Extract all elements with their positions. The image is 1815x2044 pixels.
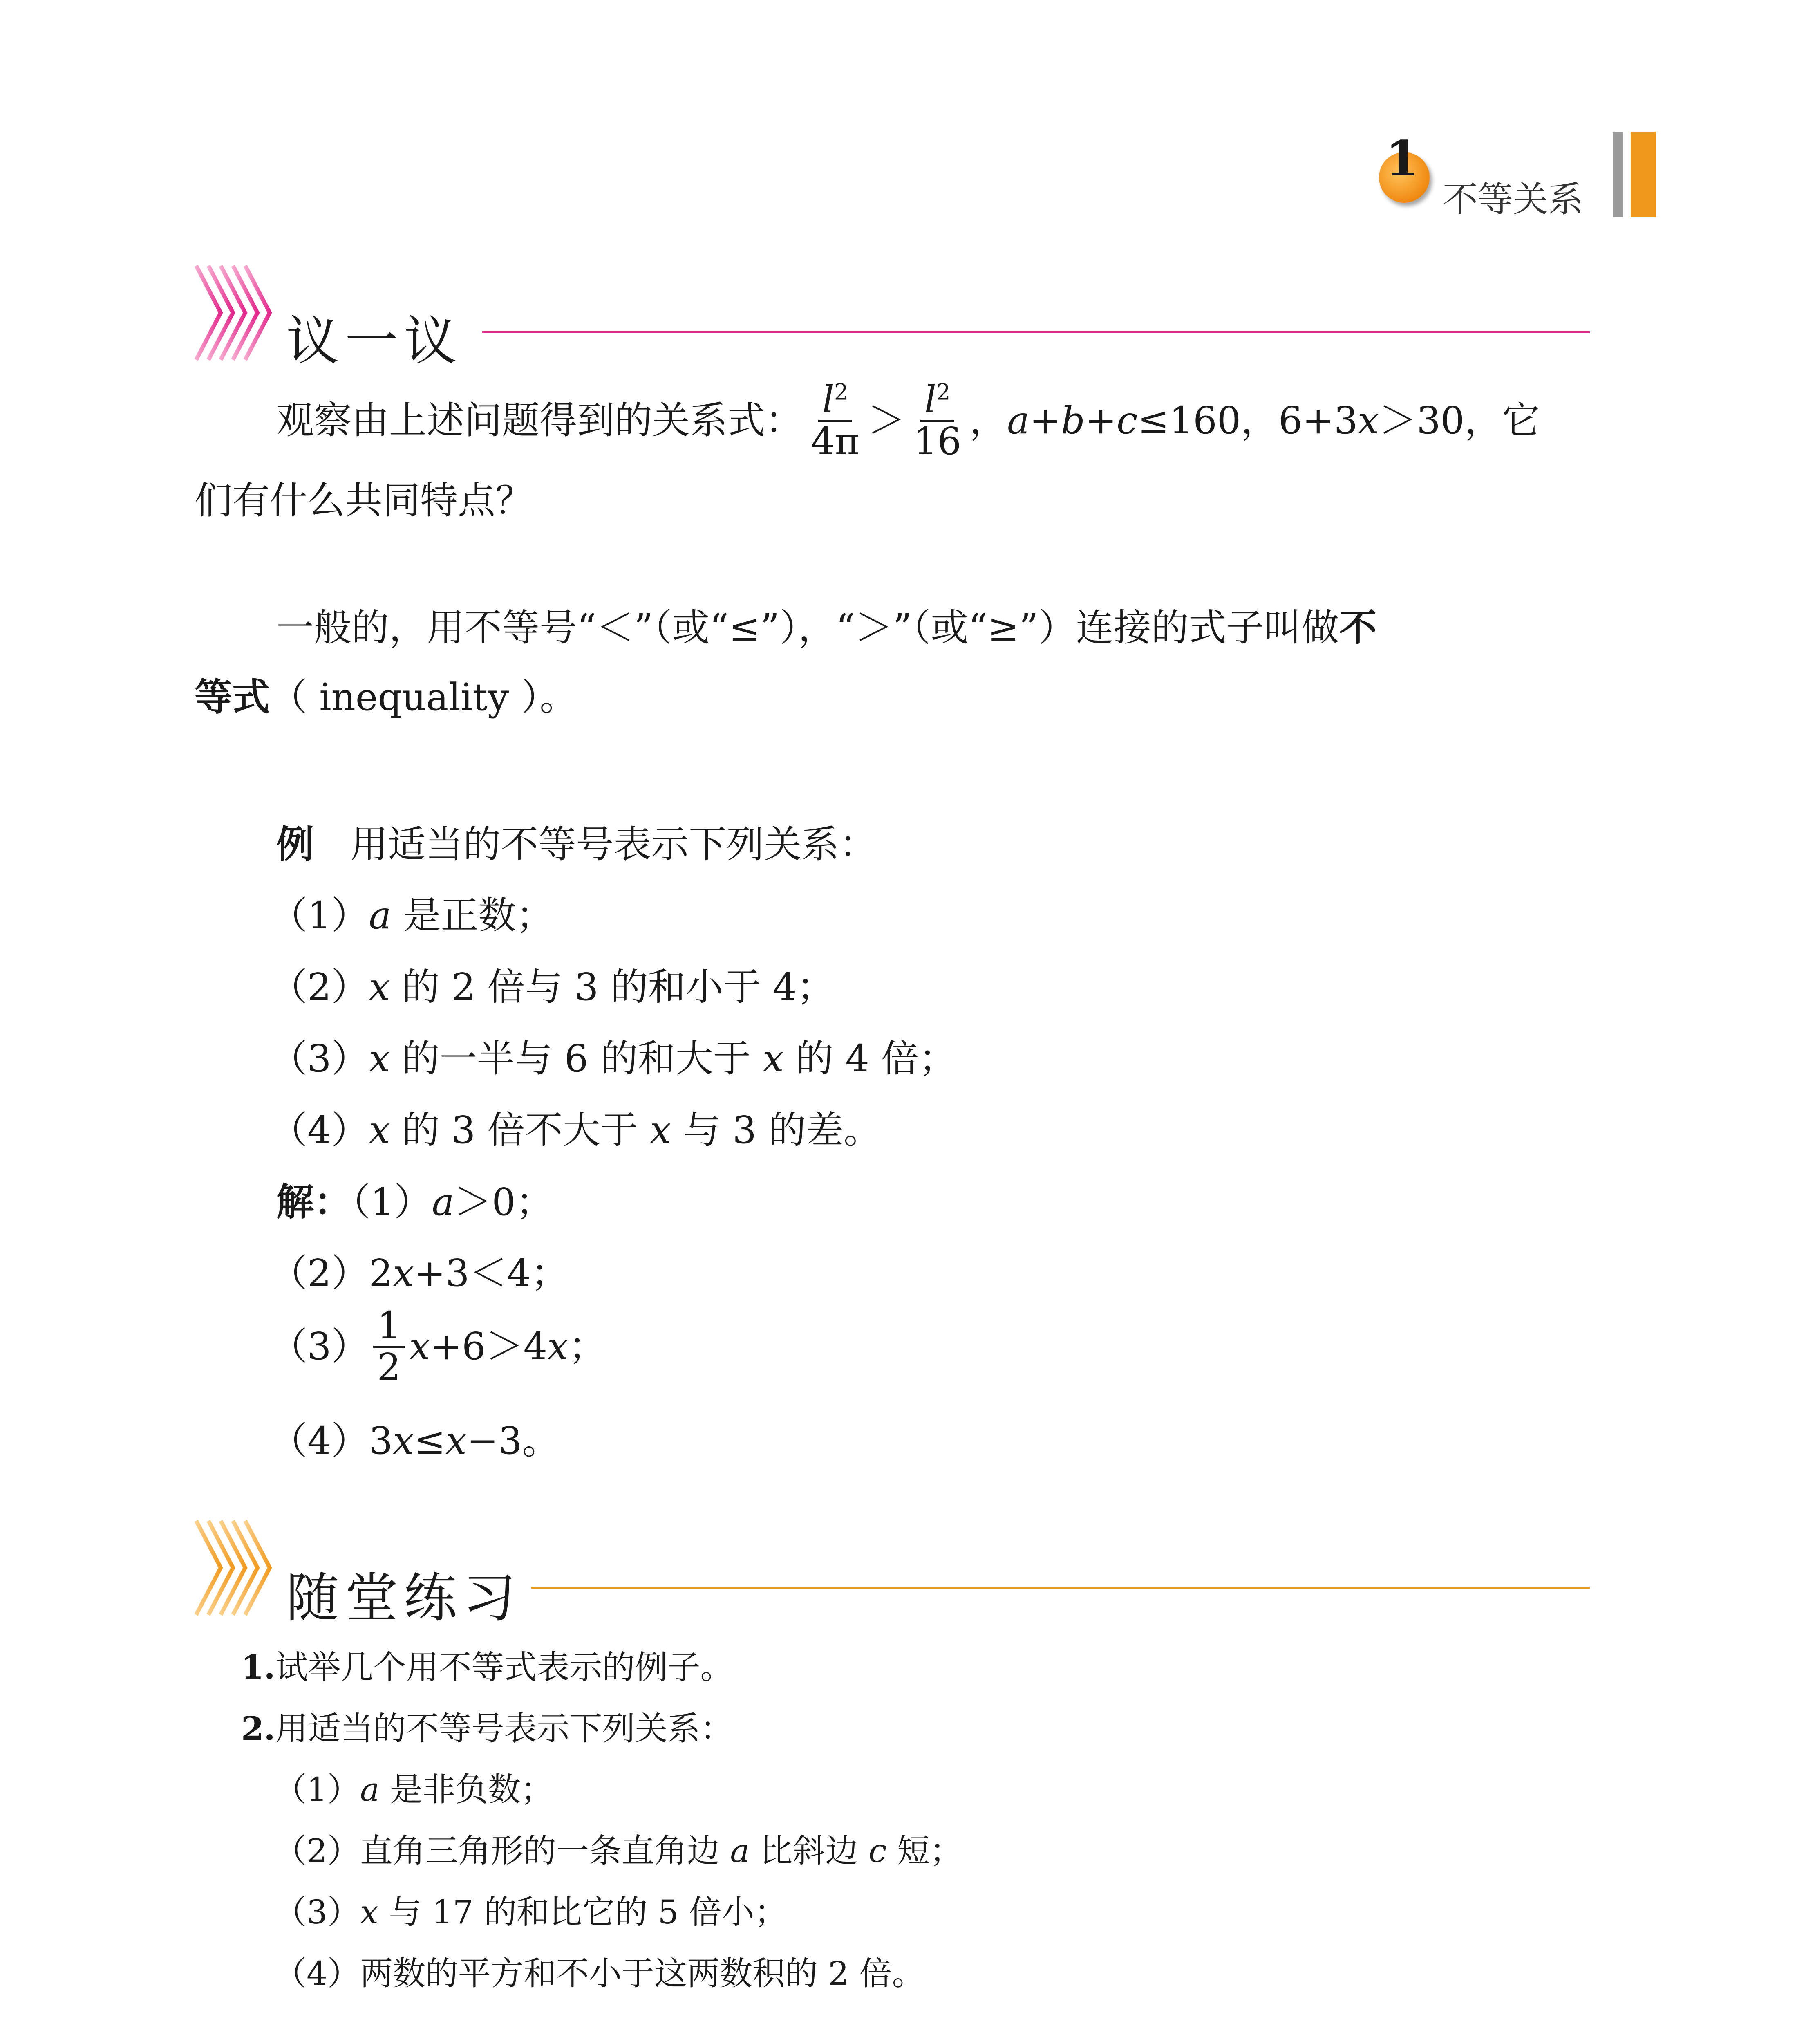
fraction-half: $\frac{1}{2}$ [373, 1306, 405, 1387]
chapter-number: 1 [1385, 130, 1419, 187]
practice-sub-4: （4）两数的平方和不小于这两数积的 2 倍。 [274, 1954, 925, 1992]
section-title-practice: 随堂练习 [286, 1567, 522, 1629]
discussion-line-2: 们有什么共同特点？ [195, 479, 533, 522]
solution-3: （3） $\frac{1}{2}$ x +6＞4 x ； [270, 1304, 606, 1389]
solution-1: 解：（1）a＞0； [276, 1180, 553, 1224]
chapter-title: 不等关系 [1443, 179, 1583, 220]
example-item-4: （4）x 的 3 倍不大于 x 与 3 的差。 [270, 1108, 882, 1152]
practice-sub-1: （1）a 是非负数； [274, 1771, 554, 1809]
expression-abc: a+b+c [1007, 398, 1138, 442]
definition-line-1: 一般的，用不等号“＜”（或“≤”），“＞”（或“≥”）连接的式子叫做不 [276, 605, 1377, 650]
chevrons-icon [192, 1517, 274, 1619]
section-title-discussion: 议一议 [286, 310, 463, 372]
practice-q2: 2.用适当的不等号表示下列关系： [241, 1709, 733, 1748]
example-prompt: 例 用适当的不等号表示下列关系： [276, 822, 877, 866]
solution-2: （2）2x+3＜4； [270, 1251, 569, 1295]
header-bar-gray [1613, 132, 1623, 217]
example-label: 例 [276, 822, 314, 866]
practice-sub-3: （3）x 与 17 的和比它的 5 倍小； [274, 1893, 787, 1931]
discussion-intro: 观察由上述问题得到的关系式： [276, 398, 803, 442]
section-line-discussion [482, 331, 1590, 333]
chevrons-icon [192, 262, 274, 364]
example-item-1: （1）a 是正数； [270, 894, 554, 937]
solution-label: 解： [276, 1180, 352, 1224]
fraction-2: $\frac{l^2}{16}$ [913, 378, 962, 463]
term-inequality: 等式 [195, 675, 270, 719]
example-item-2: （2）x 的 2 倍与 3 的和小于 4； [270, 965, 835, 1009]
example-item-3: （3）x 的一半与 6 的和大于 x 的 4 倍； [270, 1037, 957, 1080]
fraction-1: $\frac{l^2}{4\pi}$ [811, 378, 860, 463]
section-line-practice [531, 1587, 1590, 1589]
solution-4: （4）3x≤x−3。 [270, 1419, 560, 1463]
practice-sub-2: （2）直角三角形的一条直角边 a 比斜边 c 短； [274, 1832, 963, 1870]
definition-line-2: 等式（ inequality ）。 [195, 675, 577, 719]
practice-q1: 1.试举几个用不等式表示的例子。 [241, 1648, 733, 1686]
greater-than-sign: ＞ [868, 398, 906, 442]
discussion-line-1: 观察由上述问题得到的关系式： $\frac{l^2}{4\pi}$ ＞ $\frac{l^2}{16}$ ， a+b+c ≤160，6+3 x ＞30，它 [276, 378, 1540, 463]
header-bar-orange [1631, 132, 1656, 217]
